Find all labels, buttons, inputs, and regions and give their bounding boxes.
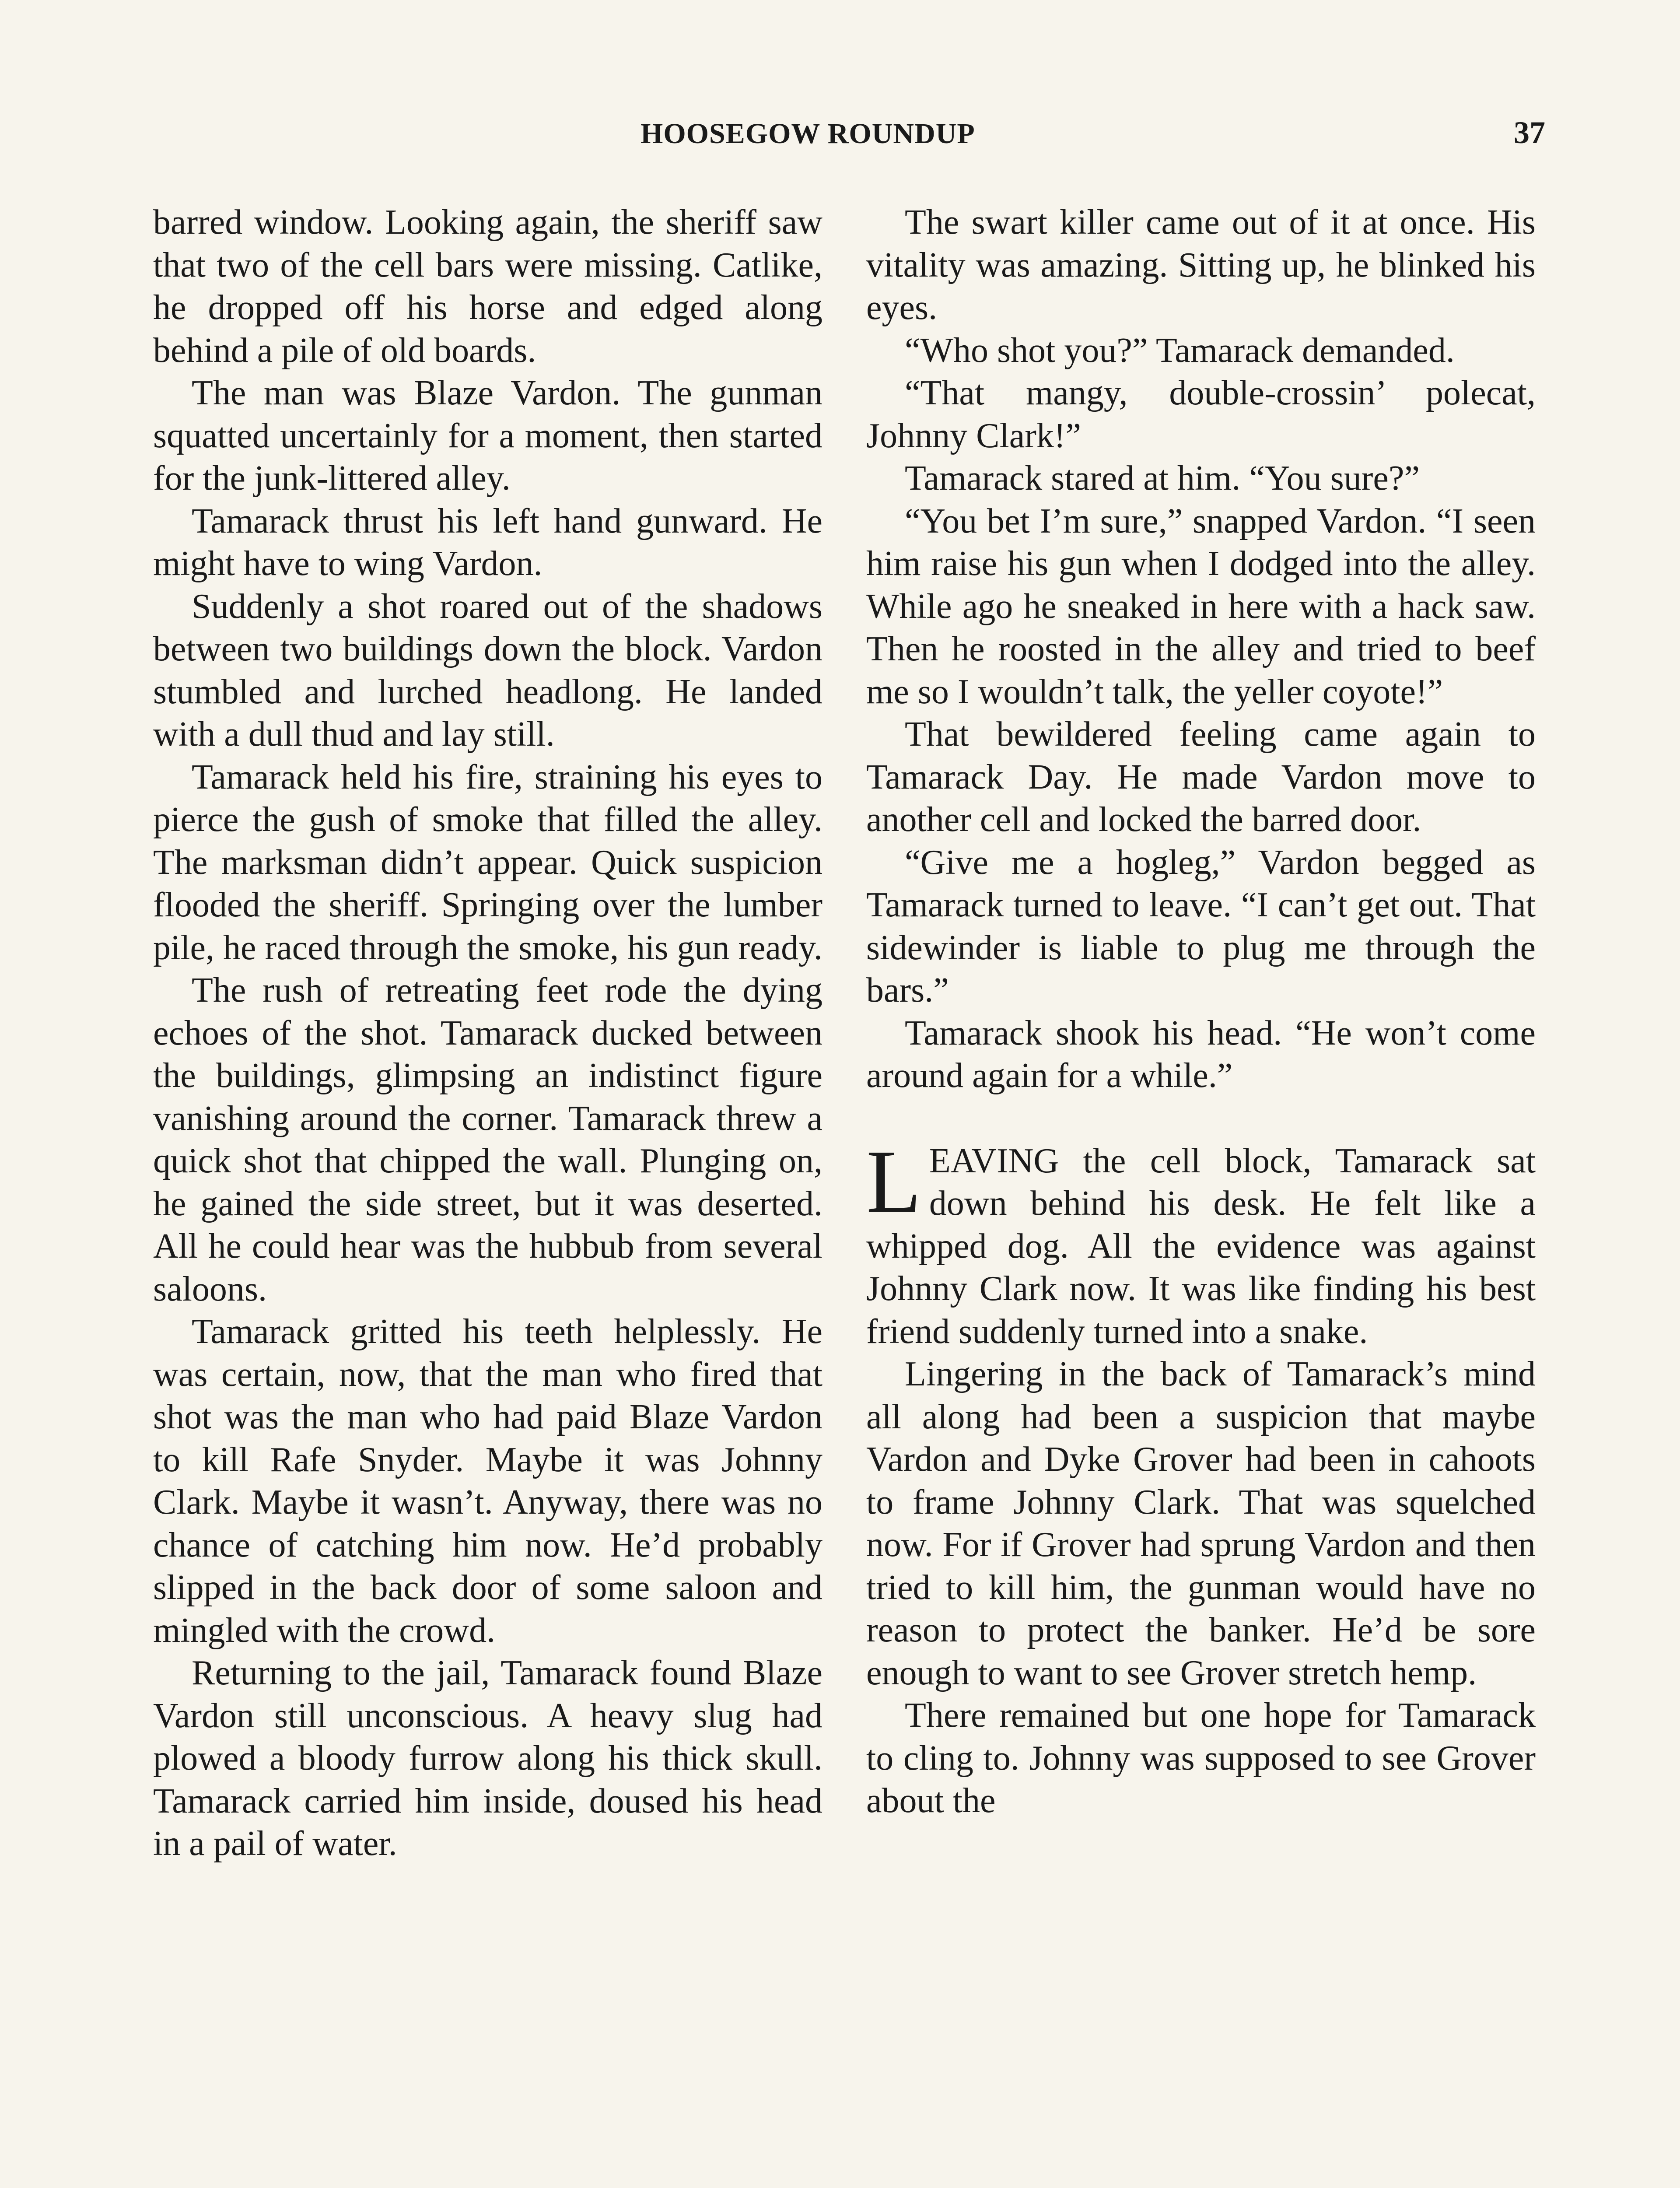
paragraph: Tamarack shook his head. “He won’t come around again for a while.” xyxy=(866,1013,1536,1095)
paragraph: Lingering in the back of Tamarack’s mind all along had been a suspicion that maybe Vardon and Dyke Grover had been in cahoots to frame Johnny Clark. That was squelched now. For if Grover had sprung Vardon and then tried to kill him, the gunman would have no reason to protect the banker. He’d be sore enough to want to see Grover stretch hemp. xyxy=(866,1355,1536,1692)
paragraph: Tamarack stared at him. “You sure?” xyxy=(905,459,1420,498)
paragraph: “Who shot you?” Tamarack demanded. xyxy=(905,331,1455,370)
paragraph: The swart killer came out of it at once. His vitality was amazing. Sitting up, he blinked his eyes. xyxy=(866,203,1536,327)
paragraph: barred window. Looking again, the sheriff saw that two of the cell bars were missing. Catlike, he dropped off his horse and edged along behind a pile of old boards. xyxy=(153,203,822,370)
paragraph: There remained but one hope for Tamarack to cling to. Johnny was supposed to see Grover about the xyxy=(866,1696,1536,1820)
paragraph: “Give me a hogleg,” Vardon begged as Tamarack turned to leave. “I can’t get out. That sidewinder is liable to plug me through the bars.” xyxy=(866,843,1536,1010)
paragraph-text: EAVING the cell block, Tamarack sat down behind his desk. He felt like a whipped dog. All the evidence was against Johnny Clark now. It was like finding his best friend suddenly turned into a snake. xyxy=(866,1141,1536,1351)
paragraph: The man was Blaze Vardon. The gunman squatted uncertainly for a moment, then started for the junk-littered alley. xyxy=(153,374,822,498)
paragraph: “You bet I’m sure,” snapped Vardon. “I seen him raise his gun when I dodged into the alley. While ago he sneaked in here with a hack saw. Then he roosted in the alley and tried to beef me so I wouldn’t talk, the yeller coyote!” xyxy=(866,501,1536,711)
paragraph: Suddenly a shot roared out of the shadows between two buildings down the block. Vardon stumbled and lurched headlong. He landed with a dull thud and lay still. xyxy=(153,587,822,754)
paragraph: Tamarack thrust his left hand gunward. He might have to wing Vardon. xyxy=(153,501,822,583)
left-column xyxy=(153,201,822,1865)
section-break xyxy=(866,1098,1536,1140)
running-title: HOOSEGOW ROUNDUP xyxy=(640,118,975,150)
right-column xyxy=(866,201,1536,1823)
paragraph: Returning to the jail, Tamarack found Blaze Vardon still unconscious. A heavy slug had plowed a bloody furrow along his thick skull. Tamarack carried him inside, doused his head in a pail of water. xyxy=(153,1654,822,1863)
paragraph: That bewildered feeling came again to Tamarack Day. He made Vardon move to another cell and locked the barred door. xyxy=(866,715,1536,839)
drop-cap: L xyxy=(866,1131,921,1231)
paragraph: “That mangy, double-crossin’ polecat, Johnny Clark!” xyxy=(866,374,1536,455)
paragraph: The rush of retreating feet rode the dying echoes of the shot. Tamarack ducked between the buildings, glimpsing an indistinct figure vanishing around the corner. Tamarack threw a quick shot that chipped the wall. Plunging on, he gained the side street, but it was deserted. All he could hear was the hubbub from several saloons. xyxy=(153,971,822,1308)
section-opening-paragraph xyxy=(866,1131,1536,1353)
paragraph: Tamarack held his fire, straining his eyes to pierce the gush of smoke that filled the alley. The marksman didn’t appear. Quick suspicion flooded the sheriff. Springing over the lumber pile, he raced through the smoke, his gun ready. xyxy=(153,757,822,967)
page-number: 37 xyxy=(1514,115,1545,150)
paragraph: Tamarack gritted his teeth helplessly. He was certain, now, that the man who fired that shot was the man who had paid Blaze Vardon to kill Rafe Snyder. Maybe it was Johnny Clark. Maybe it wasn’t. Anyway, there was no chance of catching him now. He’d probably slipped in the back door of some saloon and mingled with the crowd. xyxy=(153,1312,822,1650)
